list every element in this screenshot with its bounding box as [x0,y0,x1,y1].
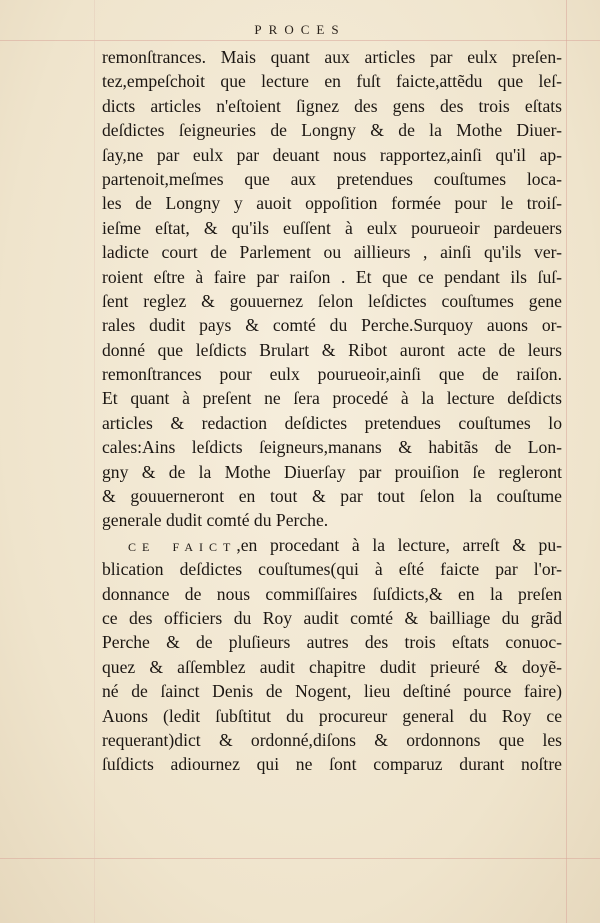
text-line: ce des officiers du Roy audit comté & bailliage du grãd [102,607,562,628]
text-line: remonſtrances. Mais quant aux articles par eulx preſen- [102,47,562,67]
text-line: Auons (ledit ſubſtitut du procureur general du Roy ce [102,705,562,726]
text-line: donné que leſdicts Brulart & Ribot auront acte de leurs [102,339,562,360]
text-line: & gouuerneront en tout & par tout ſelon la couſtume [102,486,562,507]
text-line: articles & redaction deſdictes pretendues couſtumes lo [102,412,562,433]
left-margin-rule [94,0,95,923]
text-line: ladicte court de Parlement ou aillieurs , ainſi qu'ils ver- [102,242,562,263]
running-head: PROCES [254,22,346,37]
text-line: deſdictes ſeigneuries de Longny & de la Mothe Diuer- [102,120,562,141]
body-text [102,45,562,777]
text-line: né de ſainct Denis de Nogent, lieu deſtiné pource faire) [102,681,562,702]
text-line: ſay,ne par eulx par deuant nous rapportez,ainſi qu'il ap- [102,144,562,165]
paragraph-lead: CE FAICT [128,539,237,554]
text-line: dicts articles n'eſtoient ſignez des gens des trois eſtats [102,95,562,116]
top-rule [0,40,600,41]
right-margin-rule [566,0,567,923]
text-line: requerant)dict & ordonné,diſons & ordonnons que les [102,729,562,750]
text-line: les de Longny y auoit oppoſition formée pour le troiſ- [102,193,562,214]
text-line: Et quant à preſent ne ſera procedé à la lecture deſdicts [102,388,562,409]
text-line [102,533,562,557]
paragraph-2 [102,533,562,777]
text-line-rest: ,en procedant à la lecture, arreſt & pu- [236,534,562,555]
text-line: tez,empeſchoit que lecture en fuſt faicte,attẽdu que leſ- [102,71,562,92]
text-line: Perche & de pluſieurs autres des trois eſtats conuoc- [102,632,562,653]
text-line: rales dudit pays & comté du Perche.Surquoy auons or- [102,315,562,336]
text-line: ſuſdicts adiournez qui ne ſont comparuz durant noſtre [102,754,562,775]
text-line: partenoit,meſmes que aux pretendues couſtumes loca- [102,168,562,189]
text-line: ieſme eſtat, & qu'ils euſſent à eulx pourueoir pardeuers [102,217,562,238]
text-line: gny & de la Mothe Diuerſay par prouiſion ſe regleront [102,461,562,482]
text-line: generale dudit comté du Perche. [102,510,329,531]
text-line: quez & aſſemblez audit chapitre dudit prieuré & doyẽ- [102,656,562,677]
bottom-rule [0,858,600,859]
paragraph-1 [102,45,562,533]
text-line: ſent reglez & gouuernez ſelon leſdictes couſtumes gene [102,290,562,311]
text-line: donnance de nous commiſſaires ſuſdicts,& en la preſen [102,583,562,604]
text-line: remonſtrances pour eulx pourueoir,ainſi que de raiſon. [102,364,562,385]
text-line: roient eſtre à faire par raiſon . Et que ce pendant ils ſuſ- [102,266,562,287]
text-line: cales:Ains leſdicts ſeigneurs,manans & habitãs de Lon- [102,437,562,458]
text-line: blication deſdictes couſtumes(qui à eſté faicte par l'or- [102,559,562,580]
